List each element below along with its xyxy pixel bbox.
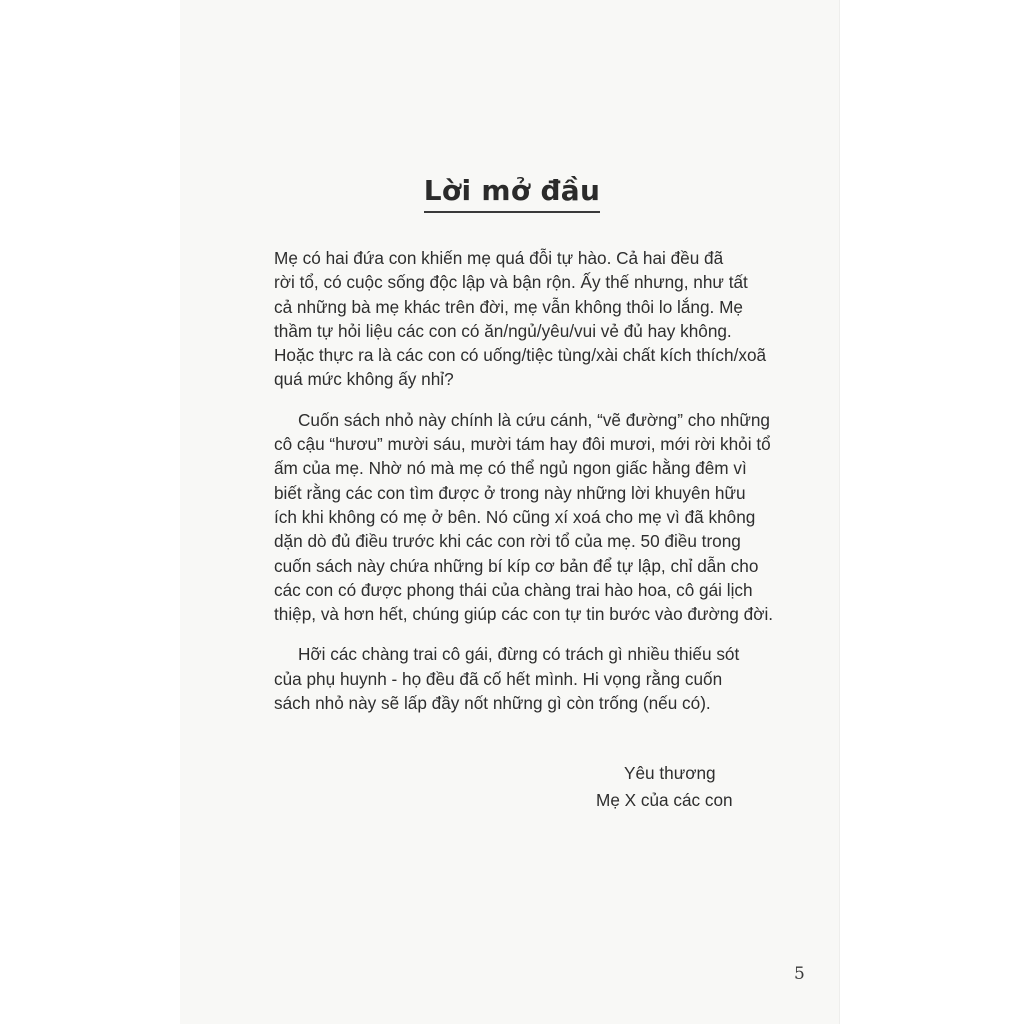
page-title: [0, 174, 1024, 213]
text-line: Hỡi các chàng trai cô gái, đừng có trách gì nhiều thiếu sót: [298, 644, 740, 665]
text-line: biết rằng các con tìm được ở trong này những lời khuyên hữu: [274, 482, 746, 503]
text-line: thầm tự hỏi liệu các con có ăn/ngủ/yêu/vui vẻ đủ hay không.: [274, 320, 732, 341]
signoff: [596, 760, 796, 814]
text-line: quá mức không ấy nhỉ?: [274, 369, 454, 390]
paragraph-1: [274, 246, 814, 392]
text-line: Hoặc thực ra là các con có uống/tiệc tùng/xài chất kích thích/xoã: [274, 345, 767, 366]
text-line: các con có được phong thái của chàng trai hào hoa, cô gái lịch: [274, 579, 753, 600]
page-number: 5: [794, 964, 805, 984]
text-line: cuốn sách này chứa những bí kíp cơ bản để tự lập, chỉ dẫn cho: [274, 555, 759, 576]
text-line: dặn dò đủ điều trước khi các con rời tổ của mẹ. 50 điều trong: [274, 531, 741, 552]
paragraph-3: [274, 642, 814, 715]
title-text: Lời mở đầu: [424, 174, 600, 213]
paragraph-2: [274, 408, 814, 627]
preface-body: [274, 246, 814, 731]
text-line: ích khi không có mẹ ở bên. Nó cũng xí xoá cho mẹ vì đã không: [274, 506, 756, 527]
text-line: ấm của mẹ. Nhờ nó mà mẹ có thể ngủ ngon giấc hằng đêm vì: [274, 458, 747, 479]
text-line: thiệp, và hơn hết, chúng giúp các con tự tin bước vào đường đời.: [274, 604, 774, 625]
text-line: Cuốn sách nhỏ này chính là cứu cánh, “vẽ đường” cho những: [298, 409, 770, 430]
text-line: sách nhỏ này sẽ lấp đầy nốt những gì còn trống (nếu có).: [274, 693, 711, 714]
text-line: Mẹ có hai đứa con khiến mẹ quá đỗi tự hào. Cả hai đều đã: [274, 248, 724, 268]
text-line: cô cậu “hươu” mười sáu, mười tám hay đôi mươi, mới rời khỏi tổ: [274, 434, 771, 455]
closing-line: Yêu thương: [624, 763, 716, 783]
text-line: rời tổ, có cuộc sống độc lập và bận rộn. Ấy thế nhưng, như tất: [274, 272, 748, 293]
signature-line: Mẹ X của các con: [596, 790, 733, 810]
text-line: của phụ huynh - họ đều đã cố hết mình. Hi vọng rằng cuốn: [274, 668, 723, 689]
text-line: cả những bà mẹ khác trên đời, mẹ vẫn không thôi lo lắng. Mẹ: [274, 296, 743, 317]
